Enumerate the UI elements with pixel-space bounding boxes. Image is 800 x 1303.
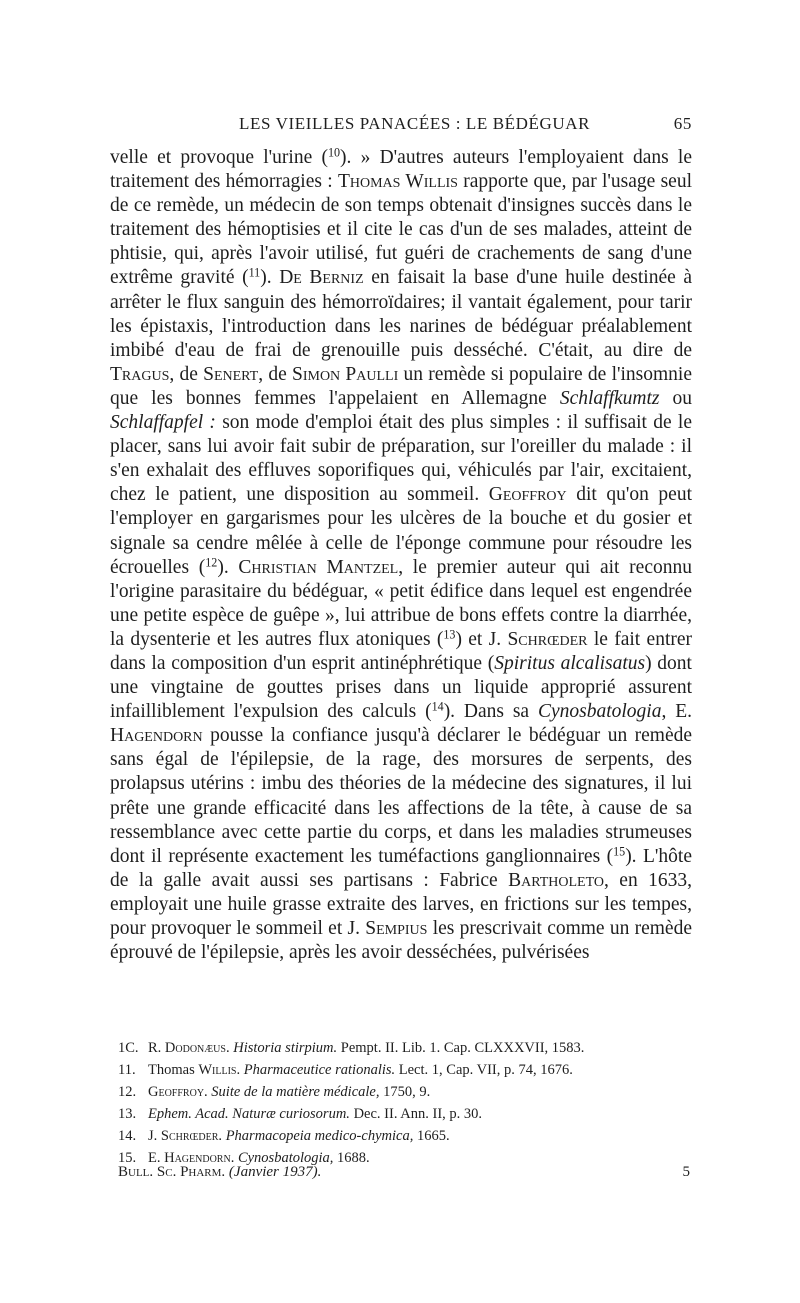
italic-term: Schlaffapfel :: [110, 412, 216, 434]
text-run: , le premier auteur qui ait reconnu l'origine parasitaire du bédéguar, « petit édifice dans lequel est engendrée une petite espèce de guêpe », lui attribue de bons effets contre la diarrhée, la dysenterie et les autres flux atoniques (: [110, 556, 692, 650]
author-name: Simon Paulli: [291, 363, 399, 385]
footnote-number: 1C.: [118, 1040, 139, 1056]
footnote-ref: 15: [613, 844, 626, 859]
text-run: rapporte que, par l'usage seul de ce remède, un médecin de son temps obtenait d'insignes succès dans le traitement des hémoptisies et il cite le cas d'un de ses malades, atteint de phtisie, qui, après l'avoir utilisé, fut guéri de crachements de sang d'une extrême gravité (: [110, 171, 693, 289]
text-run: 1750, 9.: [379, 1084, 431, 1100]
text-run: J.: [148, 1128, 161, 1144]
footnote-number: 13.: [118, 1106, 137, 1122]
author-name: Bartholeto: [508, 869, 604, 891]
italic-term: Cynosbatologia: [537, 701, 662, 723]
text-run: un remède si populaire de l'insomnie que les bonnes femmes l'appelaient en Allemagne: [110, 363, 692, 409]
text-run: ou: [659, 387, 692, 409]
footnote-number: 14.: [118, 1128, 137, 1144]
text-run: Pempt. II. Lib. 1. Cap. CLXXXVII, 1583.: [337, 1040, 585, 1056]
author-name: Senert: [203, 363, 259, 385]
text-run: , en 1633, employait une huile grasse extraite des larves, en frictions sur les tempes, pour provoquer le sommeil et J.: [110, 869, 692, 939]
text-run: en faisait la base d'une huile destinée à arrêter le flux sanguin des hémorroïdaires; il vantait également, pour tarir les épistaxis, l'introduction dans les narines de bédéguar préalablement imbibé d'eau de frai de grenouille puis desséché. C'était, au dire de: [110, 267, 692, 361]
footnote: [118, 1059, 688, 1081]
text-run: ).: [217, 556, 239, 578]
author-name: Hagendorn: [110, 725, 203, 747]
text-run: le fait entrer dans la composition d'un esprit antinéphrétique (: [110, 628, 693, 674]
text-run: , de: [169, 363, 204, 385]
text-run: , de: [258, 363, 292, 385]
author-name: Sempius: [365, 918, 428, 939]
text-run: R.: [148, 1040, 165, 1056]
page-footer: [118, 1164, 692, 1186]
italic-term: Cynosbatologia,: [237, 1150, 334, 1166]
text-run: ) et J.: [455, 628, 508, 650]
author-name: Hagendorn.: [164, 1150, 235, 1166]
text-run: ). » D'autres auteurs l'employaient dans le traitement des hémorragies :: [110, 147, 693, 193]
text-run: E.: [148, 1150, 165, 1166]
text-run: ).: [260, 267, 280, 289]
text-run: dit qu'on peut l'employer en gargarismes pour les ulcères de la bouche et du gosier et signale sa cendre mêlée à celle de l'éponge commune pour résoudre les écrouelles (: [110, 484, 692, 578]
text-run: les prescrivait comme un remède éprouvé de l'épilepsie, après les avoir desséchées, pulvérisées: [110, 918, 692, 964]
footnote-ref: 10: [327, 145, 341, 160]
author-name: Willis.: [198, 1062, 241, 1078]
author-name: Schrœder: [507, 628, 588, 650]
text-run: Thomas: [148, 1062, 199, 1078]
author-name: Geoffroy: [488, 484, 567, 506]
footnote-ref: 11: [248, 265, 261, 280]
italic-term: Suite de la matière médicale,: [211, 1084, 380, 1100]
italic-term: Spiritus alcalisatus: [494, 652, 646, 674]
italic-term: Schlaffkumtz: [559, 387, 660, 409]
italic-term: Historia stirpium.: [233, 1040, 338, 1056]
footnote-number: 12.: [118, 1084, 137, 1100]
footnote: [118, 1103, 688, 1125]
footnote: [118, 1037, 688, 1059]
text-run: pousse la confiance jusqu'à déclarer le bédéguar un remède sans égal de l'épilepsie, de la rage, des morsures de serpents, des prolapsus utérins : imbu des théories de la médecine des signatures, il lui prête une grande efficacité dans les affections de la tête, à cause de sa ressemblance avec cette partie du corps, et dans les maladies strumeuses dont il représente exactement les tuméfactions ganglionnaires (: [110, 725, 692, 867]
text-run: Lect. 1, Cap. VII, p. 74, 1676.: [395, 1062, 573, 1078]
author-name: Schrœder.: [160, 1128, 223, 1144]
italic-term: Pharmacopeia medico-chymica,: [225, 1128, 414, 1144]
text-run: ). Dans sa: [443, 701, 538, 723]
footnote-number: 11.: [118, 1062, 136, 1078]
text-run: 1688.: [333, 1150, 370, 1166]
author-name: De Berniz: [279, 267, 364, 289]
text-run: ). L'hôte de la galle avait aussi ses partisans : Fabrice: [110, 845, 692, 891]
running-header: [110, 114, 692, 138]
running-title: LES VIEILLES PANACÉES : LE BÉDÉGUAR: [239, 114, 591, 133]
italic-term: Pharmaceutice rationalis.: [243, 1062, 396, 1078]
footnote-number: 15.: [118, 1150, 137, 1166]
signature-mark: 5: [682, 1164, 690, 1180]
page-number: 65: [673, 114, 692, 133]
text-run: son mode d'emploi était des plus simples : il suffisait de le placer, sans lui avoir fait subir de préparation, sur l'oreiller du malade : il s'en exhalait des effluves soporifiques qui, véhiculés par l'air, excitaient, chez le patient, une disposition au sommeil.: [110, 412, 692, 506]
text-run: , E.: [661, 701, 692, 723]
journal-abbrev: Bull. Sc. Pharm.: [118, 1164, 226, 1180]
author-name: Thomas Willis: [337, 171, 458, 193]
body-text: [110, 146, 692, 965]
issue-date: (Janvier 1937).: [228, 1164, 322, 1180]
text-run: Dec. II. Ann. II, p. 30.: [349, 1106, 483, 1122]
author-name: Christian Mantzel: [238, 556, 399, 578]
author-name: Dodonæus.: [164, 1040, 230, 1056]
publication-info: [118, 1164, 321, 1181]
footnote-ref: 14: [431, 699, 444, 714]
footnote-ref: 13: [443, 627, 456, 642]
footnote: [118, 1125, 688, 1147]
text-run: 1665.: [413, 1128, 450, 1144]
text-run: ) dont une vingtaine de gouttes prises dans un liquide approprié assurent infailliblement l'expulsion des calculs (: [110, 652, 692, 723]
footnote-ref: 12: [205, 554, 218, 569]
footnote: [118, 1081, 688, 1103]
text-run: velle et provoque l'urine (: [110, 147, 328, 168]
author-name: Tragus: [110, 363, 170, 385]
author-name: Geoffroy.: [148, 1084, 208, 1100]
italic-term: Ephem. Acad. Naturæ curiosorum.: [148, 1106, 350, 1122]
footnotes: [118, 1037, 688, 1169]
body-paragraph: [110, 146, 692, 965]
